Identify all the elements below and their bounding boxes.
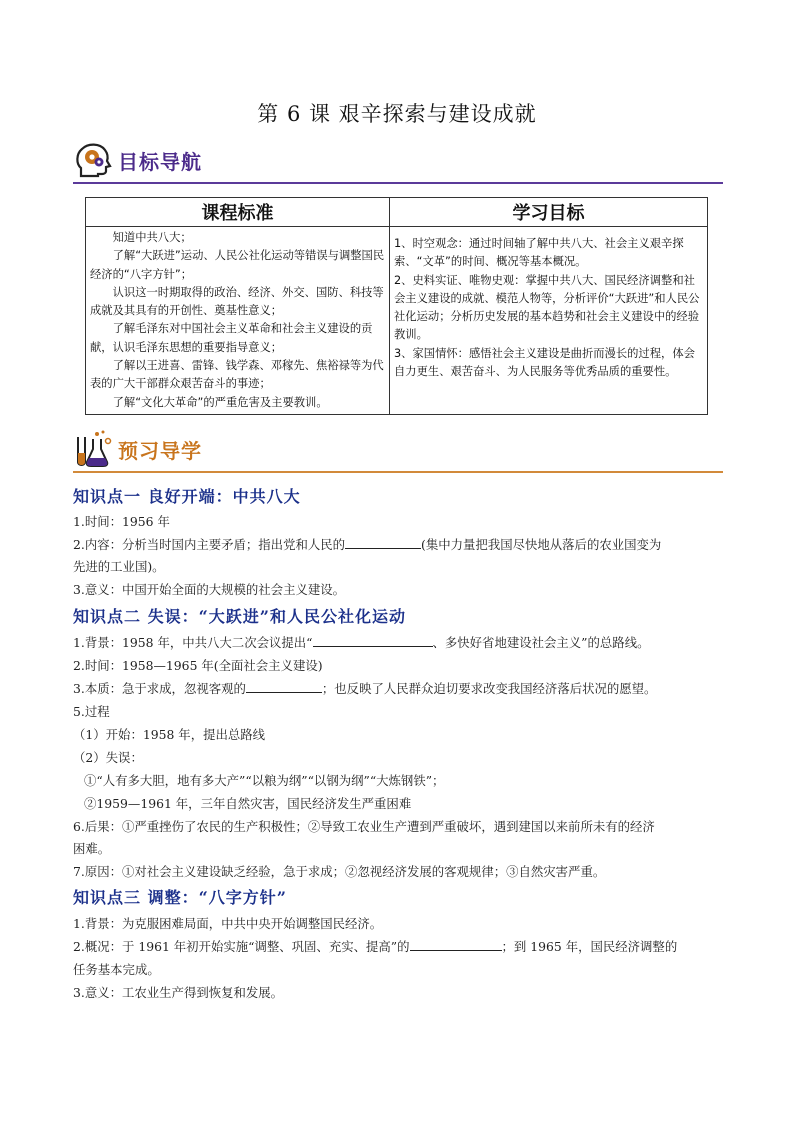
kp2-line-3	[73, 678, 723, 700]
kp1-line-2b: 先进的工业国)。	[73, 559, 165, 574]
text: ；也反映了人民群众迫切要求改变我国经济落后状况的愿望。	[321, 681, 657, 696]
objectives-cell	[390, 227, 708, 415]
kp2-line-4: 5.过程	[73, 704, 110, 719]
kp3-line-3: 3.意义：工农业生产得到恢复和发展。	[73, 985, 284, 1000]
standard-item: 了解毛泽东对中国社会主义革命和社会主义建设的贡献，认识毛泽东思想的重要指导意义；	[90, 322, 373, 354]
standard-item: 认识这一时期取得的政治、经济、外交、国防、科技等成就及其具有的开创性、奠基性意义；	[90, 285, 384, 318]
text: 2.概况：于 1961 年初开始实施“调整、巩固、充实、提高”的	[73, 939, 410, 954]
goal-nav-header	[73, 140, 723, 184]
fill-blank[interactable]	[345, 535, 421, 549]
kp3-line-2b: 任务基本完成。	[73, 962, 160, 977]
kp1-line-3: 3.意义：中国开始全面的大规模的社会主义建设。	[73, 582, 346, 597]
kp2-line-5: （1）开始：1958 年，提出总路线	[73, 727, 266, 742]
col-header-standards: 课程标准	[86, 198, 390, 227]
kp3-line-1: 1.背景：为克服困难局面，中共中央开始调整国民经济。	[73, 916, 383, 931]
kp2-line-2: 2.时间：1958—1965 年(全面社会主义建设)	[73, 658, 323, 673]
fill-blank[interactable]	[246, 679, 322, 693]
text: 1.背景：1958 年，中共八大二次会议提出“	[73, 635, 313, 650]
kp2-line-10: 7.原因：①对社会主义建设缺乏经验，急于求成；②忽视经济发展的客观规律；③自然灾害严重。	[73, 864, 606, 879]
kp2-line-8: ②1959—1961 年，三年自然灾害，国民经济发生严重困难	[84, 796, 412, 811]
kp1-heading: 知识点一 良好开端：中共八大	[73, 487, 301, 506]
goal-nav-rule	[73, 182, 723, 184]
curriculum-table	[85, 197, 708, 415]
objective-item: 1、时空观念：通过时间轴了解中共八大、社会主义艰辛探索、“文革”的时间、概况等基本概况。	[394, 237, 684, 269]
standard-item: 知道中共八大；	[112, 231, 192, 244]
kp2-line-6: （2）失误：	[73, 750, 143, 765]
kp2-line-9b: 困难。	[73, 841, 111, 856]
kp1-line-2	[73, 534, 723, 556]
preview-rule	[73, 471, 723, 473]
text: 3.本质：急于求成，忽视客观的	[73, 681, 246, 696]
text: 、多快好省地建设社会主义”的总路线。	[432, 635, 650, 650]
col-header-objectives: 学习目标	[390, 198, 708, 227]
kp2-line-7: ①“人有多大胆，地有多大产”“以粮为纲”“以钢为纲”“大炼钢铁”；	[84, 773, 445, 788]
preview-header	[73, 429, 723, 473]
kp3-heading: 知识点三 调整：“八字方针”	[73, 888, 287, 907]
objective-item: 2、史料实证、唯物史观：掌握中共八大、国民经济调整和社会主义建设的成就、模范人物等，分析评价“大跃进”和人民公社化运动；分析历史发展的基本趋势和社会主义建设中的经验教训。	[394, 273, 700, 342]
preview-label: 预习导学	[118, 439, 202, 463]
head-gears-icon	[73, 140, 113, 180]
standard-item: 了解“大跃进”运动、人民公社化运动等错误与调整国民经济的“八字方针”；	[90, 249, 385, 281]
kp2-line-1	[73, 632, 723, 654]
lab-flask-icon	[73, 429, 113, 469]
kp2-line-9: 6.后果：①严重挫伤了农民的生产积极性；②导致工农业生产遭到严重破坏，遇到建国以来前所未有的经济	[73, 819, 655, 834]
goal-nav-label: 目标导航	[118, 150, 202, 174]
text: ；到 1965 年，国民经济调整的	[501, 939, 678, 954]
objective-item: 3、家国情怀：感悟社会主义建设是曲折而漫长的过程，体会自力更生、艰苦奋斗、为人民服务等优秀品质的重要性。	[394, 346, 695, 379]
text: 2.内容：分析当时国内主要矛盾；指出党和人民的	[73, 537, 346, 552]
kp1-line-1: 1.时间：1956 年	[73, 514, 170, 529]
page-title: 第 6 课 艰辛探索与建设成就	[257, 102, 537, 126]
standard-item: 了解“文化大革命”的严重危害及主要教训。	[112, 395, 328, 409]
text: (集中力量把我国尽快地从落后的农业国变为	[421, 537, 662, 552]
fill-blank[interactable]	[410, 937, 502, 951]
kp2-heading: 知识点二 失误：“大跃进”和人民公社化运动	[73, 607, 406, 626]
fill-blank[interactable]	[313, 633, 433, 647]
kp3-line-2	[73, 936, 723, 958]
standard-item: 了解以王进喜、雷锋、钱学森、邓稼先、焦裕禄等为代表的广大干部群众艰苦奋斗的事迹；	[90, 359, 384, 391]
standards-cell	[86, 227, 390, 415]
